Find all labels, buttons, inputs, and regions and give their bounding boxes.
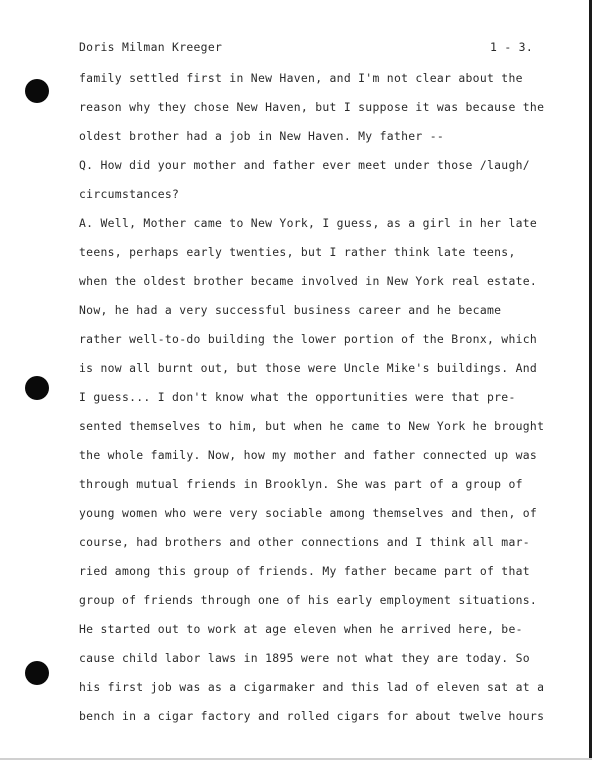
transcript-body: [79, 69, 545, 736]
author-name: Doris Milman Kreeger: [79, 40, 223, 54]
text-line: I guess... I don't know what the opportunities were that pre-: [79, 390, 516, 404]
text-line: A. Well, Mother came to New York, I guess, as a girl in her late: [79, 216, 538, 230]
text-line: teens, perhaps early twenties, but I rather think late teens,: [79, 245, 516, 259]
text-line: reason why they chose New Haven, but I suppose it was because the: [79, 100, 545, 114]
text-line: through mutual friends in Brooklyn. She was part of a group of: [79, 477, 523, 491]
text-line: Now, he had a very successful business career and he became: [79, 303, 502, 317]
punch-hole: [25, 661, 49, 685]
text-line: when the oldest brother became involved in New York real estate.: [79, 274, 538, 288]
text-line: group of friends through one of his early employment situations.: [79, 593, 538, 607]
text-line: rather well-to-do building the lower portion of the Bronx, which: [79, 332, 538, 346]
page-header: [79, 40, 533, 58]
text-line: is now all burnt out, but those were Uncle Mike's buildings. And: [79, 361, 538, 375]
text-line: ried among this group of friends. My father became part of that: [79, 564, 530, 578]
page-number: 1 - 3.: [490, 40, 533, 54]
text-line: cause child labor laws in 1895 were not what they are today. So: [79, 651, 530, 665]
text-line: family settled first in New Haven, and I'm not clear about the: [79, 71, 523, 85]
punch-hole: [25, 376, 49, 400]
text-line: course, had brothers and other connections and I think all mar-: [79, 535, 530, 549]
text-line: circumstances?: [79, 187, 180, 201]
text-line: young women who were very sociable among themselves and then, of: [79, 506, 538, 520]
text-line: sented themselves to him, but when he came to New York he brought: [79, 419, 545, 433]
text-line: Q. How did your mother and father ever meet under those /laugh/: [79, 158, 530, 172]
text-line: He started out to work at age eleven when he arrived here, be-: [79, 622, 523, 636]
text-line: his first job was as a cigarmaker and this lad of eleven sat at a: [79, 680, 545, 694]
text-line: the whole family. Now, how my mother and father connected up was: [79, 448, 538, 462]
text-line: bench in a cigar factory and rolled cigars for about twelve hours: [79, 709, 545, 723]
punch-hole: [25, 79, 49, 103]
text-line: oldest brother had a job in New Haven. My father --: [79, 129, 445, 143]
